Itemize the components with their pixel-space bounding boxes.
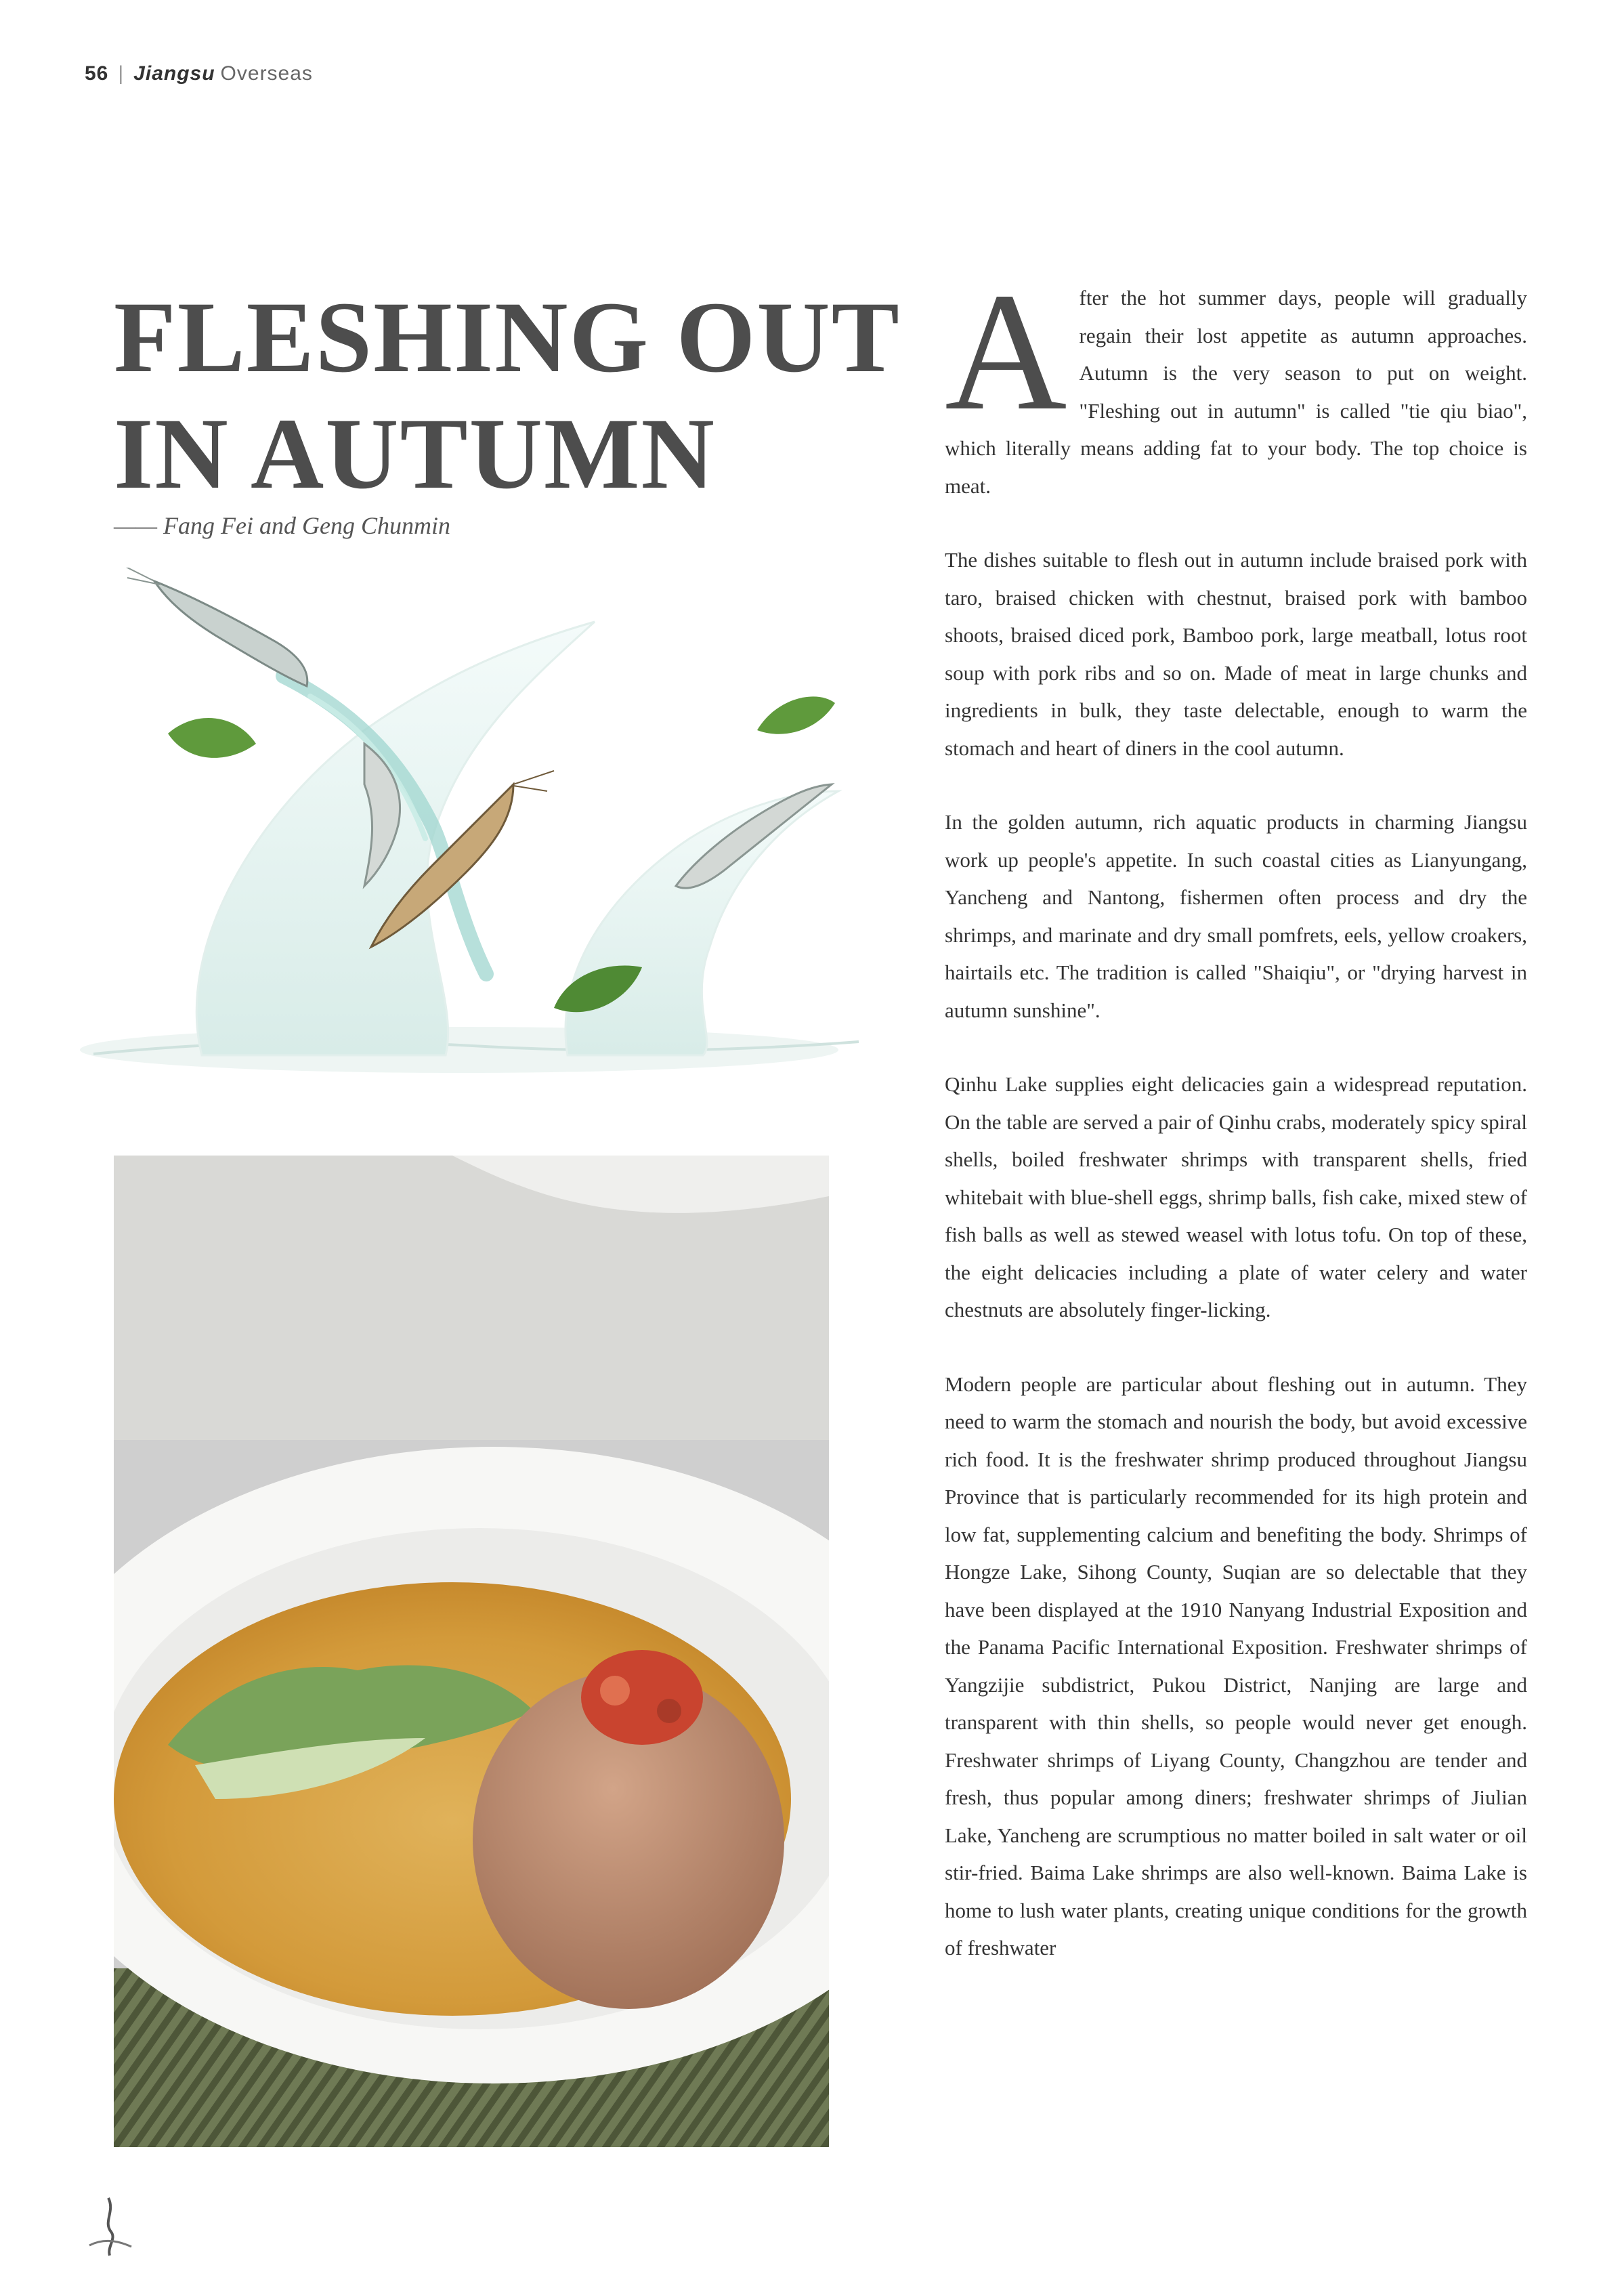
title-line-1: FLESHING OUT xyxy=(114,281,901,394)
running-header xyxy=(85,62,313,85)
paragraph-1 xyxy=(945,258,1527,505)
paragraph-2: The dishes suitable to flesh out in autumn include braised pork with taro, braised chicken with chestnut, braised pork with bamboo shoots, braised diced pork, Bamboo pork, large meatball, lotus root soup with pork ribs and so on. Made of meat in large chunks and ingredients in bulk, they taste delectable, enough to warm the stomach and heart of diners in the cool autumn. xyxy=(945,548,1527,760)
garnish-piece xyxy=(600,1676,630,1706)
magazine-logo xyxy=(76,2191,144,2266)
meatball-soup-photo xyxy=(114,1156,829,2147)
paragraph-3: In the golden autumn, rich aquatic products in charming Jiangsu work up people's appetite. In such coastal cities as Lianyungang, Yancheng and Nantong, fishermen often process and dry the shrimps, and marinate and dry small pomfrets, eels, yellow croakers, hairtails etc. The tradition is called "Shaiqiu", or "drying harvest in autumn sunshine". xyxy=(945,810,1527,1022)
byline: —— Fang Fei and Geng Chunmin xyxy=(114,512,450,539)
header-separator: | xyxy=(118,62,125,85)
drop-cap: A xyxy=(945,258,1067,446)
shrimp-splash-illustration xyxy=(80,568,886,1096)
magazine-name: Jiangsu xyxy=(133,62,215,85)
paragraph-1-text: fter the hot summer days, people will gradually regain their lost appetite as autumn approaches. Autumn is the very season to put on weight. "Fleshing out in autumn" is called "tie qiu biao", which literally means adding fat to your body. The top choice is meat. xyxy=(945,286,1527,498)
section-name: Overseas xyxy=(220,62,313,85)
article-title xyxy=(114,279,901,512)
article-body xyxy=(945,258,1527,2004)
logo-stroke xyxy=(108,2198,113,2256)
paragraph-4: Qinhu Lake supplies eight delicacies gain a widespread reputation. On the table are served a pair of Qinhu crabs, moderately spicy spiral shells, boiled freshwater shrimps with transparent shells, fried whitebait with blue-shell eggs, shrimp balls, fish cake, mixed stew of fish balls as well as stewed weasel with lotus tofu. On top of these, the eight delicacies including a plate of water celery and water chestnuts are absolutely finger-licking. xyxy=(945,1072,1527,1321)
paragraph-5: Modern people are particular about fleshing out in autumn. They need to warm the stomach and nourish the body, but avoid excessive rich food. It is the freshwater shrimp produced throughout Jiangsu Province that is particularly recommended for its high protein and low fat, supplementing calcium and benefiting the body. Shrimps of Hongze Lake, Sihong County, Suqian are so delectable that they have been displayed at the 1910 Nanyang Industrial Exposition and the Panama Pacific International Exposition. Freshwater shrimps of Yangzijie subdistrict, Pukou District, Nanjing are large and transparent with thin shells, so people would never get enough. Freshwater shrimps of Liyang County, Changzhou are tender and fresh, thus popular among diners; freshwater shrimps of Jiulian Lake, Yancheng are scrumptious no matter boiled in salt water or oil stir-fried. Baima Lake shrimps are also well-known. Baima Lake is home to lush water plants, creating unique conditions for the growth of freshwater xyxy=(945,1372,1527,1960)
page-number: 56 xyxy=(85,62,109,85)
title-line-2: IN AUTUMN xyxy=(114,398,716,510)
meatball-garnish xyxy=(581,1650,703,1745)
garnish-piece xyxy=(657,1699,681,1723)
